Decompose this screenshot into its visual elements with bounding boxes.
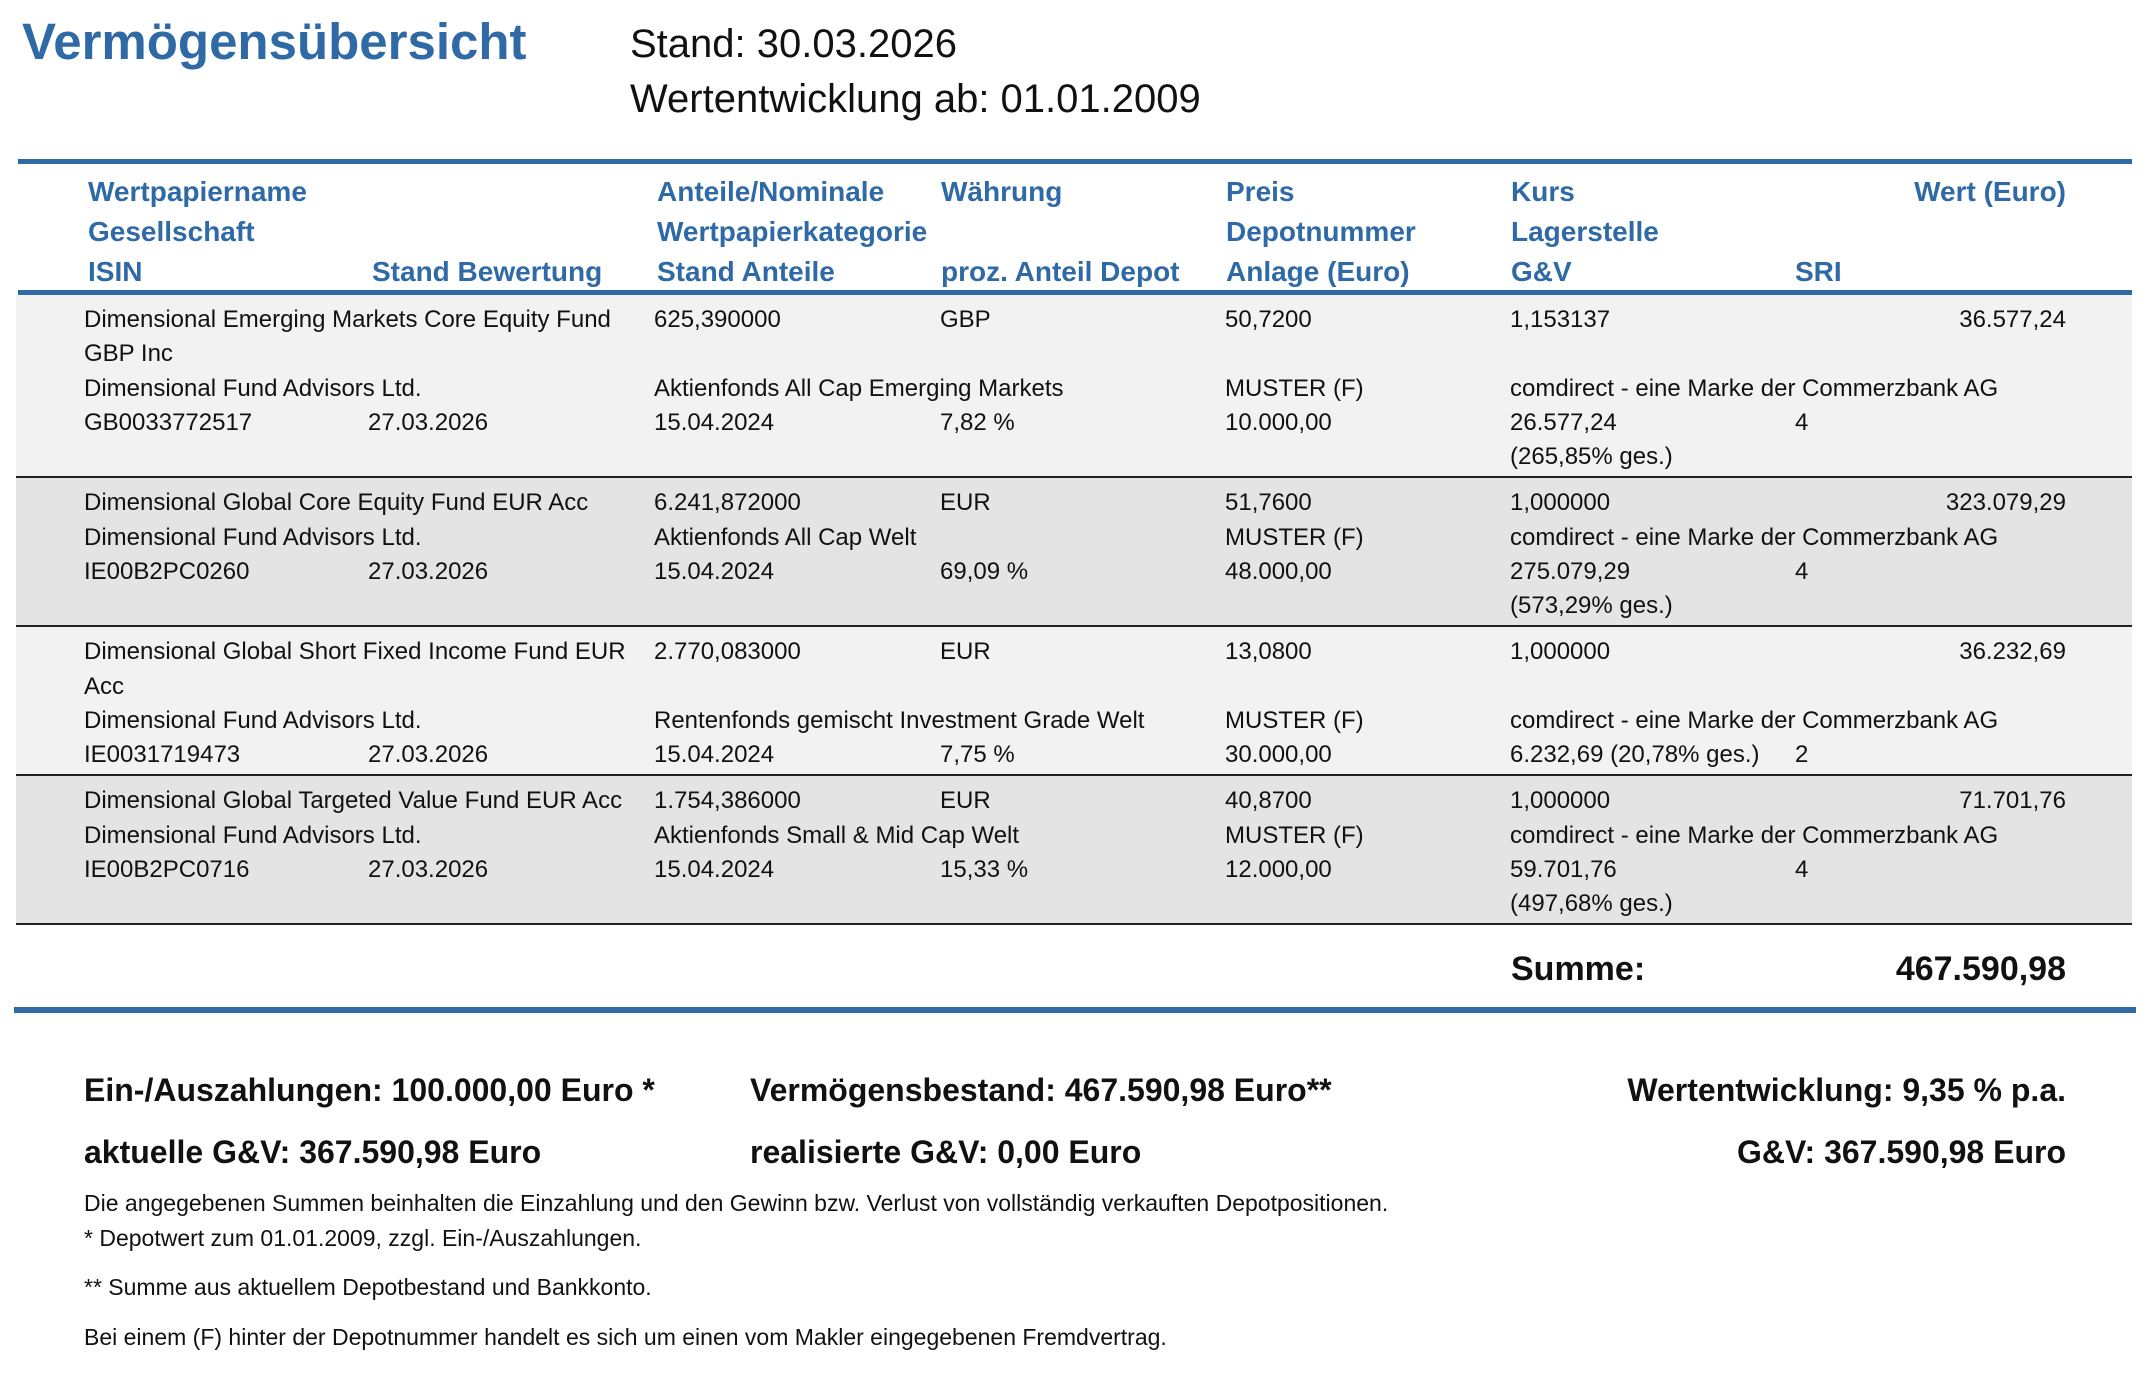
col-anteile: Anteile/Nominale <box>657 176 885 207</box>
footnote: Bei einem (F) hinter der Depotnummer handelt es sich um einen vom Makler eingegebenen Fremdvertrag. <box>84 1324 1167 1350</box>
col-lagerstelle: Lagerstelle <box>1511 216 1659 247</box>
page-title: Vermögensübersicht <box>22 13 527 70</box>
stat-aktuelle-gv: aktuelle G&V: 367.590,98 Euro <box>84 1134 542 1170</box>
row-anteil-depot: 69,09 % <box>940 558 1029 585</box>
row-anteil-depot: 7,82 % <box>940 409 1015 436</box>
row-stand-bewertung: 27.03.2026 <box>368 558 489 585</box>
stat-vermoegensbestand: Vermögensbestand: 467.590,98 Euro** <box>750 1072 1332 1108</box>
row-kurs: 1,000000 <box>1510 638 1611 665</box>
col-kurs: Kurs <box>1511 176 1575 207</box>
col-waehrung: Währung <box>941 176 1063 207</box>
row-depotnummer: MUSTER (F) <box>1225 822 1364 849</box>
row-anteile: 625,390000 <box>654 306 781 333</box>
col-stand-anteile: Stand Anteile <box>657 256 835 287</box>
row-kategorie: Aktienfonds All Cap Emerging Markets <box>654 375 1064 402</box>
row-anlage: 10.000,00 <box>1225 409 1332 436</box>
row-gesellschaft: Dimensional Fund Advisors Ltd. <box>84 524 422 551</box>
row-preis: 51,7600 <box>1225 489 1312 516</box>
col-kategorie: Wertpapierkategorie <box>657 216 928 247</box>
row-kurs: 1,153137 <box>1510 306 1611 333</box>
footnote: * Depotwert zum 01.01.2009, zzgl. Ein-/Auszahlungen. <box>84 1225 642 1251</box>
stat-realisierte-gv: realisierte G&V: 0,00 Euro <box>750 1134 1142 1170</box>
row-name: Dimensional Global Core Equity Fund EUR Acc <box>84 489 589 516</box>
row-stand-bewertung: 27.03.2026 <box>368 409 489 436</box>
row-waehrung: EUR <box>940 787 991 814</box>
row-stand-bewertung: 27.03.2026 <box>368 741 489 768</box>
footnote: Die angegebenen Summen beinhalten die Einzahlung und den Gewinn bzw. Verlust von vollständig verkauften Depotpositionen. <box>84 1190 1389 1216</box>
row-preis: 50,7200 <box>1225 306 1312 333</box>
row-kurs: 1,000000 <box>1510 787 1611 814</box>
col-anteil-depot: proz. Anteil Depot <box>941 256 1180 287</box>
col-stand-bewertung: Stand Bewertung <box>372 256 603 287</box>
row-gesellschaft: Dimensional Fund Advisors Ltd. <box>84 822 422 849</box>
row-kurs: 1,000000 <box>1510 489 1611 516</box>
row-depotnummer: MUSTER (F) <box>1225 707 1364 734</box>
row-lagerstelle: comdirect - eine Marke der Commerzbank AG <box>1510 707 1999 734</box>
row-isin: IE0031719473 <box>84 741 241 768</box>
row-lagerstelle: comdirect - eine Marke der Commerzbank AG <box>1510 822 1999 849</box>
col-preis: Preis <box>1226 176 1295 207</box>
row-anteil-depot: 15,33 % <box>940 856 1029 883</box>
row-gesellschaft: Dimensional Fund Advisors Ltd. <box>84 375 422 402</box>
row-stand-anteile: 15.04.2024 <box>654 558 775 585</box>
stand-date: Stand: 30.03.2026 <box>630 22 957 66</box>
row-gv-pct: (573,29% ges.) <box>1510 592 1673 619</box>
row-sri: 4 <box>1795 409 1809 436</box>
row-waehrung: EUR <box>940 489 991 516</box>
row-gv: 275.079,29 <box>1510 558 1631 585</box>
stat-gv: G&V: 367.590,98 Euro <box>1736 1134 2066 1170</box>
row-anteile: 6.241,872000 <box>654 489 801 516</box>
stat-wertentwicklung: Wertentwicklung: 9,35 % p.a. <box>1627 1072 2066 1108</box>
stat-einzahlungen: Ein-/Auszahlungen: 100.000,00 Euro * <box>84 1072 655 1108</box>
col-gv: G&V <box>1511 256 1572 287</box>
row-wert: 323.079,29 <box>1945 489 2066 516</box>
row-gv: 6.232,69 (20,78% ges.) <box>1510 741 1760 768</box>
row-name: Dimensional Emerging Markets Core Equity Fund <box>84 306 611 333</box>
row-depotnummer: MUSTER (F) <box>1225 524 1364 551</box>
row-sri: 2 <box>1795 741 1809 768</box>
row-name-cont: Acc <box>84 673 125 700</box>
col-depotnummer: Depotnummer <box>1226 216 1416 247</box>
row-wert: 71.701,76 <box>1959 787 2066 814</box>
row-gv: 59.701,76 <box>1510 856 1617 883</box>
row-sri: 4 <box>1795 558 1809 585</box>
row-name: Dimensional Global Short Fixed Income Fund EUR <box>84 638 626 665</box>
row-gv: 26.577,24 <box>1510 409 1617 436</box>
row-sri: 4 <box>1795 856 1809 883</box>
summe-label: Summe: <box>1511 950 1646 988</box>
header-top-rule <box>18 159 2132 164</box>
footnote: ** Summe aus aktuellem Depotbestand und Bankkonto. <box>84 1274 652 1300</box>
row-stand-anteile: 15.04.2024 <box>654 409 775 436</box>
row-depotnummer: MUSTER (F) <box>1225 375 1364 402</box>
col-wertpapiername: Wertpapiername <box>88 176 307 207</box>
col-wert: Wert (Euro) <box>1914 176 2066 207</box>
row-anteil-depot: 7,75 % <box>940 741 1015 768</box>
summe-value: 467.590,98 <box>1895 950 2066 988</box>
row-gesellschaft: Dimensional Fund Advisors Ltd. <box>84 707 422 734</box>
col-isin: ISIN <box>88 256 143 287</box>
col-sri: SRI <box>1795 256 1842 287</box>
row-name-cont: GBP Inc <box>84 340 173 367</box>
row-kategorie: Aktienfonds All Cap Welt <box>654 524 917 551</box>
wertentwicklung-start: Wertentwicklung ab: 01.01.2009 <box>630 77 1201 121</box>
row-anteile: 1.754,386000 <box>654 787 801 814</box>
row-preis: 40,8700 <box>1225 787 1312 814</box>
row-anteile: 2.770,083000 <box>654 638 801 665</box>
row-isin: IE00B2PC0260 <box>84 558 250 585</box>
row-gv-pct: (497,68% ges.) <box>1510 890 1673 917</box>
row-stand-bewertung: 27.03.2026 <box>368 856 489 883</box>
row-isin: IE00B2PC0716 <box>84 856 250 883</box>
row-waehrung: GBP <box>940 306 991 333</box>
table-bottom-rule <box>16 923 2132 925</box>
row-wert: 36.577,24 <box>1959 306 2066 333</box>
row-preis: 13,0800 <box>1225 638 1312 665</box>
row-isin: GB0033772517 <box>84 409 253 436</box>
row-gv-pct: (265,85% ges.) <box>1510 443 1673 470</box>
row-stand-anteile: 15.04.2024 <box>654 856 775 883</box>
summe-rule <box>14 1007 2136 1013</box>
row-lagerstelle: comdirect - eine Marke der Commerzbank AG <box>1510 375 1999 402</box>
row-lagerstelle: comdirect - eine Marke der Commerzbank AG <box>1510 524 1999 551</box>
row-waehrung: EUR <box>940 638 991 665</box>
row-stand-anteile: 15.04.2024 <box>654 741 775 768</box>
row-anlage: 12.000,00 <box>1225 856 1332 883</box>
row-kategorie: Rentenfonds gemischt Investment Grade Welt <box>654 707 1145 734</box>
col-anlage: Anlage (Euro) <box>1226 256 1410 287</box>
row-anlage: 30.000,00 <box>1225 741 1332 768</box>
row-kategorie: Aktienfonds Small & Mid Cap Welt <box>654 822 1020 849</box>
row-wert: 36.232,69 <box>1959 638 2066 665</box>
row-name: Dimensional Global Targeted Value Fund EUR Acc <box>84 787 623 814</box>
col-gesellschaft: Gesellschaft <box>88 216 255 247</box>
row-anlage: 48.000,00 <box>1225 558 1332 585</box>
